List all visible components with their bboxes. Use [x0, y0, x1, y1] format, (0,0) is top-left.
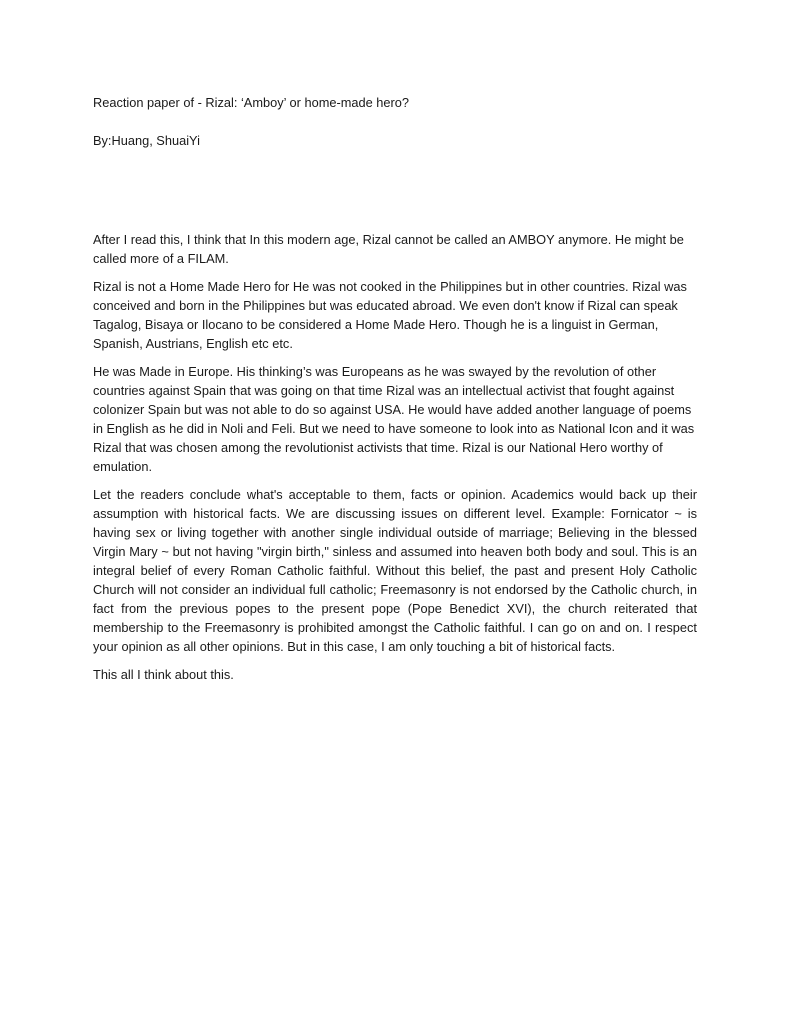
paragraph-intro: After I read this, I think that In this modern age, Rizal cannot be called an AMBOY anymore. He might be called more of a FILAM.: [93, 232, 684, 266]
paragraph-facts-or-opinion: Let the readers conclude what's acceptable to them, facts or opinion. Academics would back up their assumption with historical facts. We are discussing issues on different level. Example: Fornicator ~ is having sex or living together with another single individual outside of marriage; Believing in the blessed Virgin Mary ~ but not having "virgin birth," sinless and assumed into heaven both body and soul. This is an integral belief of every Roman Catholic faithful. Without this belief, the past and present Holy Catholic Church will not consider an individual full catholic; Freemasonry is not endorsed by the Catholic church, in fact from the previous popes to the present pope (Pope Benedict XVI), the church reiterated that membership to the Freemasonry is prohibited amongst the Catholic faithful. I can go on and on. I respect your opinion as all other opinions. But in this case, I am only touching a bit of historical facts.: [93, 487, 697, 654]
document-author: By:Huang, ShuaiYi: [93, 133, 200, 148]
document-body: [93, 230, 697, 693]
paragraph-made-in-europe: He was Made in Europe. His thinking’s was Europeans as he was swayed by the revolution of other countries against Spain that was going on that time Rizal was an intellectual activist that fought against colonizer Spain but was not able to do so against USA. He would have added another language of poems in English as he did in Noli and Feli. But we need to have someone to look into as National Icon and it was Rizal that was chosen among the revolutionist activists that time. Rizal is our National Hero worthy of emulation.: [93, 364, 695, 474]
document-title: Reaction paper of - Rizal: ‘Amboy’ or home-made hero?: [93, 95, 410, 110]
paragraph-closing: This all I think about this.: [93, 667, 234, 682]
paragraph-home-made-hero: Rizal is not a Home Made Hero for He was not cooked in the Philippines but in other countries. Rizal was conceived and born in the Philippines but was educated abroad. We even don't know if Rizal can speak Tagalog, Bisaya or Ilocano to be considered a Home Made Hero. Though he is a linguist in German, Spanish, Austrians, English etc etc.: [93, 279, 687, 351]
